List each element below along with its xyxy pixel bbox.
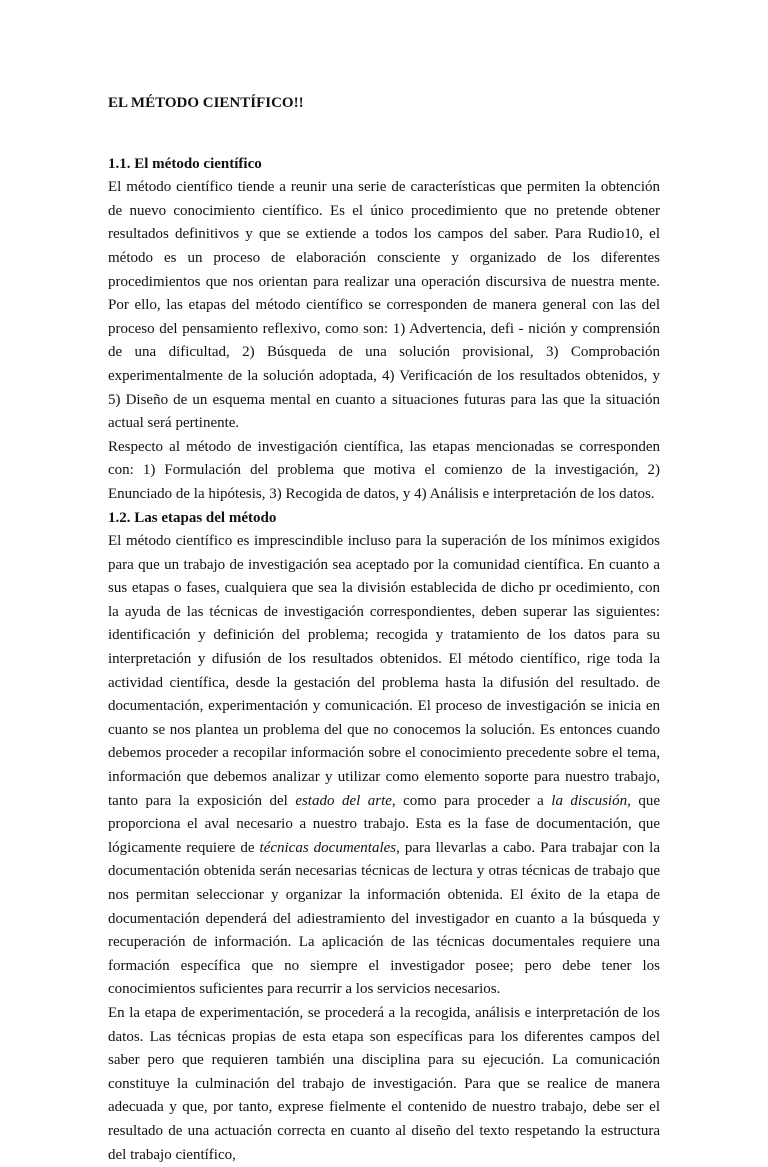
paragraph-text-run: El método científico es imprescindible incluso para la superación de los mínimos exigidos para que un trabajo de investigación sea aceptado por la comunidad científica. En cuanto a sus etapas o fases, cualquiera que sea la división establecida de dicho pr ocedimiento, con la ayuda de las técnicas de investigación correspondientes, deben superar las siguientes: identificación y definición del problema; recogida y tratamiento de los datos para su interpretación y difusión de los resultados obtenidos. El método científico, rige toda la actividad científica, desde la gestación del problema hasta la difusión del resultado. de documentación, experimentación y comunicación. El proceso de investigación se inicia en cuanto se nos plantea un problema del que no conocemos la solución. Es entonces cuando debemos proceder a recopilar información sobre el conocimiento precedente sobre el tema, información que debemos analizar y utilizar como elemento soporte para nuestro trabajo, tanto para la exposición del bbox=[108, 533, 660, 809]
document-title: EL MÉTODO CIENTÍFICO!! bbox=[108, 95, 304, 111]
paragraph-text-run: , para llevarlas a cabo. Para trabajar con la documentación obtenida serán necesarias técnicas de lectura y otras técnicas de trabajo que nos permitan seleccionar y organizar la información obtenida. El éxito de la etapa de documentación dependerá del adiestramiento del investigador en cuanto a la búsqueda y recuperación de información. La aplicación de las técnicas documentales requiere una formación específica que no siempre el investigador posee; pero debe tener los conocimientos suficientes para recurrir a los servicios necesarios. bbox=[108, 839, 660, 998]
italic-estado-del-arte: estado del arte bbox=[295, 792, 392, 809]
italic-la-discusion: la discusión, bbox=[551, 792, 631, 809]
paragraph-1-2-b: En la etapa de experimentación, se procederá a la recogida, análisis e interpretación de los datos. Las técnicas propias de esta etapa son específicas para los diferentes campos del saber pero que requieren también una disciplina para su ejecución. La comunicación constituye la culminación del trabajo de investigación. Para que se realice de manera adecuada y que, por tanto, exprese fielmente el contenido de nuestro trabajo, debe ser el resultado de una actuación correcta en cuanto al diseño del texto respetando la estructura del trabajo científico, bbox=[108, 1004, 660, 1163]
paragraph-1-2-a bbox=[108, 530, 660, 1002]
section-heading-1-2: 1.2. Las etapas del método bbox=[108, 509, 277, 526]
section-heading-1-1: 1.1. El método científico bbox=[108, 155, 262, 172]
paragraph-1-1-b: Respecto al método de investigación científica, las etapas mencionadas se corresponden con: 1) Formulación del problema que motiva el comienzo de la investigación, 2) Enunciado de la hipótesis, 3) Recogida de datos, y 4) Análisis e interpretación de los datos. bbox=[108, 438, 660, 502]
paragraph-text-run: , como para proceder a bbox=[391, 792, 552, 809]
paragraph-text-run: que proporciona el aval necesario a nuestro trabajo. Esta es la fase de documentación, que lógicamente requiere de bbox=[108, 792, 660, 856]
paragraph-1-1-a: El método científico tiende a reunir una serie de características que permiten la obtención de nuevo conocimiento científico. Es el único procedimiento que no pretende obtener resultados definitivos y que se extiende a todos los campos del saber. Para Rudio10, el método es un proceso de elaboración consciente y organizado de los diferentes procedimientos que nos orientan para realizar una operación discursiva de nuestra mente. Por ello, las etapas del método científico se corresponden de manera general con las del proceso del pensamiento reflexivo, como son: 1) Advertencia, defi - nición y comprensión de una dificultad, 2) Búsqueda de una solución provisional, 3) Comprobación experimentalmente de la solución adoptada, 4) Verificación de los resultados obtenidos, y 5) Diseño de un esquema mental en cuanto a situaciones futuras para las que la situación actual será pertinente. bbox=[108, 179, 660, 432]
italic-tecnicas-documentales: técnicas documentales bbox=[259, 839, 397, 856]
